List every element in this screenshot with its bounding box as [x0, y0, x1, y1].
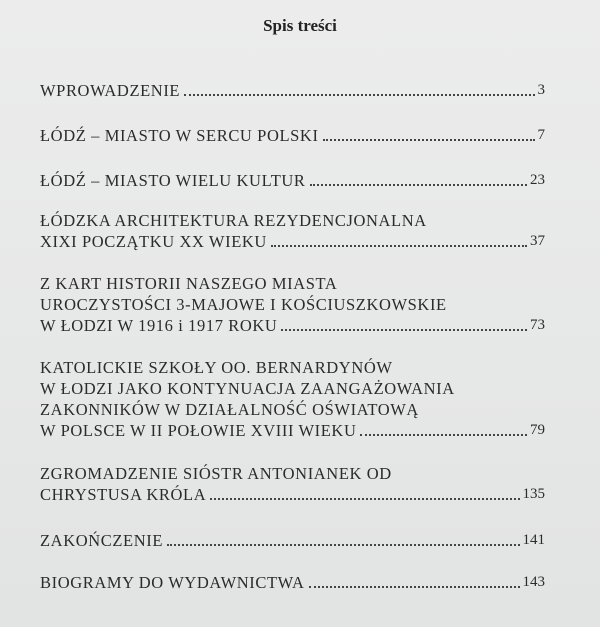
- dot-leader: [309, 586, 520, 588]
- dot-leader: [323, 139, 535, 141]
- toc-entry-last-line: [40, 125, 545, 146]
- dot-leader: [210, 498, 519, 500]
- toc-page-number: 3: [537, 82, 545, 98]
- toc-entry-line: Z KART HISTORII NASZEGO MIASTA: [40, 274, 338, 293]
- toc-page-number: 143: [522, 574, 545, 590]
- toc-entry-line: W ŁODZI JAKO KONTYNUACJA ZAANGAŻOWANIA: [40, 379, 455, 398]
- toc-entry-last-line: [40, 484, 545, 505]
- toc-page-number: 23: [530, 172, 545, 188]
- toc-page-number: 141: [522, 532, 545, 548]
- toc-entry-title: W ŁODZI W 1916 i 1917 ROKU: [40, 316, 278, 335]
- toc-entry-sisters: [40, 463, 545, 505]
- toc-entry-title: W POLSCE W II POŁOWIE XVIII WIEKU: [40, 421, 357, 440]
- toc-entry-line: KATOLICKIE SZKOŁY OO. BERNARDYNÓW: [40, 358, 393, 377]
- toc-entry-title: BIOGRAMY DO WYDAWNICTWA: [40, 573, 305, 592]
- toc-entry-last-line: [40, 420, 545, 441]
- toc-page-number: 37: [530, 233, 545, 249]
- toc-entry-title: ŁÓDŹ – MIASTO WIELU KULTUR: [40, 171, 306, 190]
- toc-entry-conclusion: [40, 530, 545, 551]
- toc-entry-biographies: [40, 572, 545, 593]
- toc-entry-title: ŁÓDŹ – MIASTO W SERCU POLSKI: [40, 126, 319, 145]
- toc-entry-line: ZAKONNIKÓW W DZIAŁALNOŚĆ OŚWIATOWĄ: [40, 400, 419, 419]
- toc-entry-line: ZGROMADZENIE SIÓSTR ANTONIANEK OD: [40, 464, 392, 483]
- toc-entry-architecture: [40, 210, 545, 252]
- toc-entry-last-line: [40, 170, 545, 191]
- dot-leader: [360, 434, 527, 436]
- toc-page-number: 79: [530, 422, 545, 438]
- toc-entry-last-line: [40, 231, 545, 252]
- toc-page-number: 135: [522, 486, 545, 502]
- toc-entry-schools: [40, 357, 545, 441]
- dot-leader: [271, 245, 527, 247]
- toc-entry-introduction: [40, 80, 545, 101]
- toc-page-number: 7: [537, 127, 545, 143]
- dot-leader: [281, 329, 527, 331]
- toc-entry-title: XIXI POCZĄTKU XX WIEKU: [40, 232, 267, 251]
- dot-leader: [167, 544, 520, 546]
- page-title: Spis treści: [263, 16, 337, 35]
- toc-entry-line: ŁÓDZKA ARCHITEKTURA REZYDENCJONALNA: [40, 211, 427, 230]
- toc-entry-lodz-cultures: [40, 170, 545, 191]
- toc-entry-last-line: [40, 315, 545, 336]
- toc-entry-last-line: [40, 530, 545, 551]
- toc-entry-history: [40, 273, 545, 336]
- toc-entry-title: WPROWADZENIE: [40, 81, 181, 100]
- dot-leader: [184, 94, 534, 96]
- toc-entry-line: UROCZYSTOŚCI 3-MAJOWE I KOŚCIUSZKOWSKIE: [40, 295, 447, 314]
- toc-entry-lodz-heart: [40, 125, 545, 146]
- toc-page-number: 73: [530, 317, 545, 333]
- toc-entry-title: ZAKOŃCZENIE: [40, 531, 163, 550]
- toc-entry-title: CHRYSTUSA KRÓLA: [40, 485, 207, 504]
- toc-entry-last-line: [40, 80, 545, 101]
- dot-leader: [310, 184, 527, 186]
- toc-entry-last-line: [40, 572, 545, 593]
